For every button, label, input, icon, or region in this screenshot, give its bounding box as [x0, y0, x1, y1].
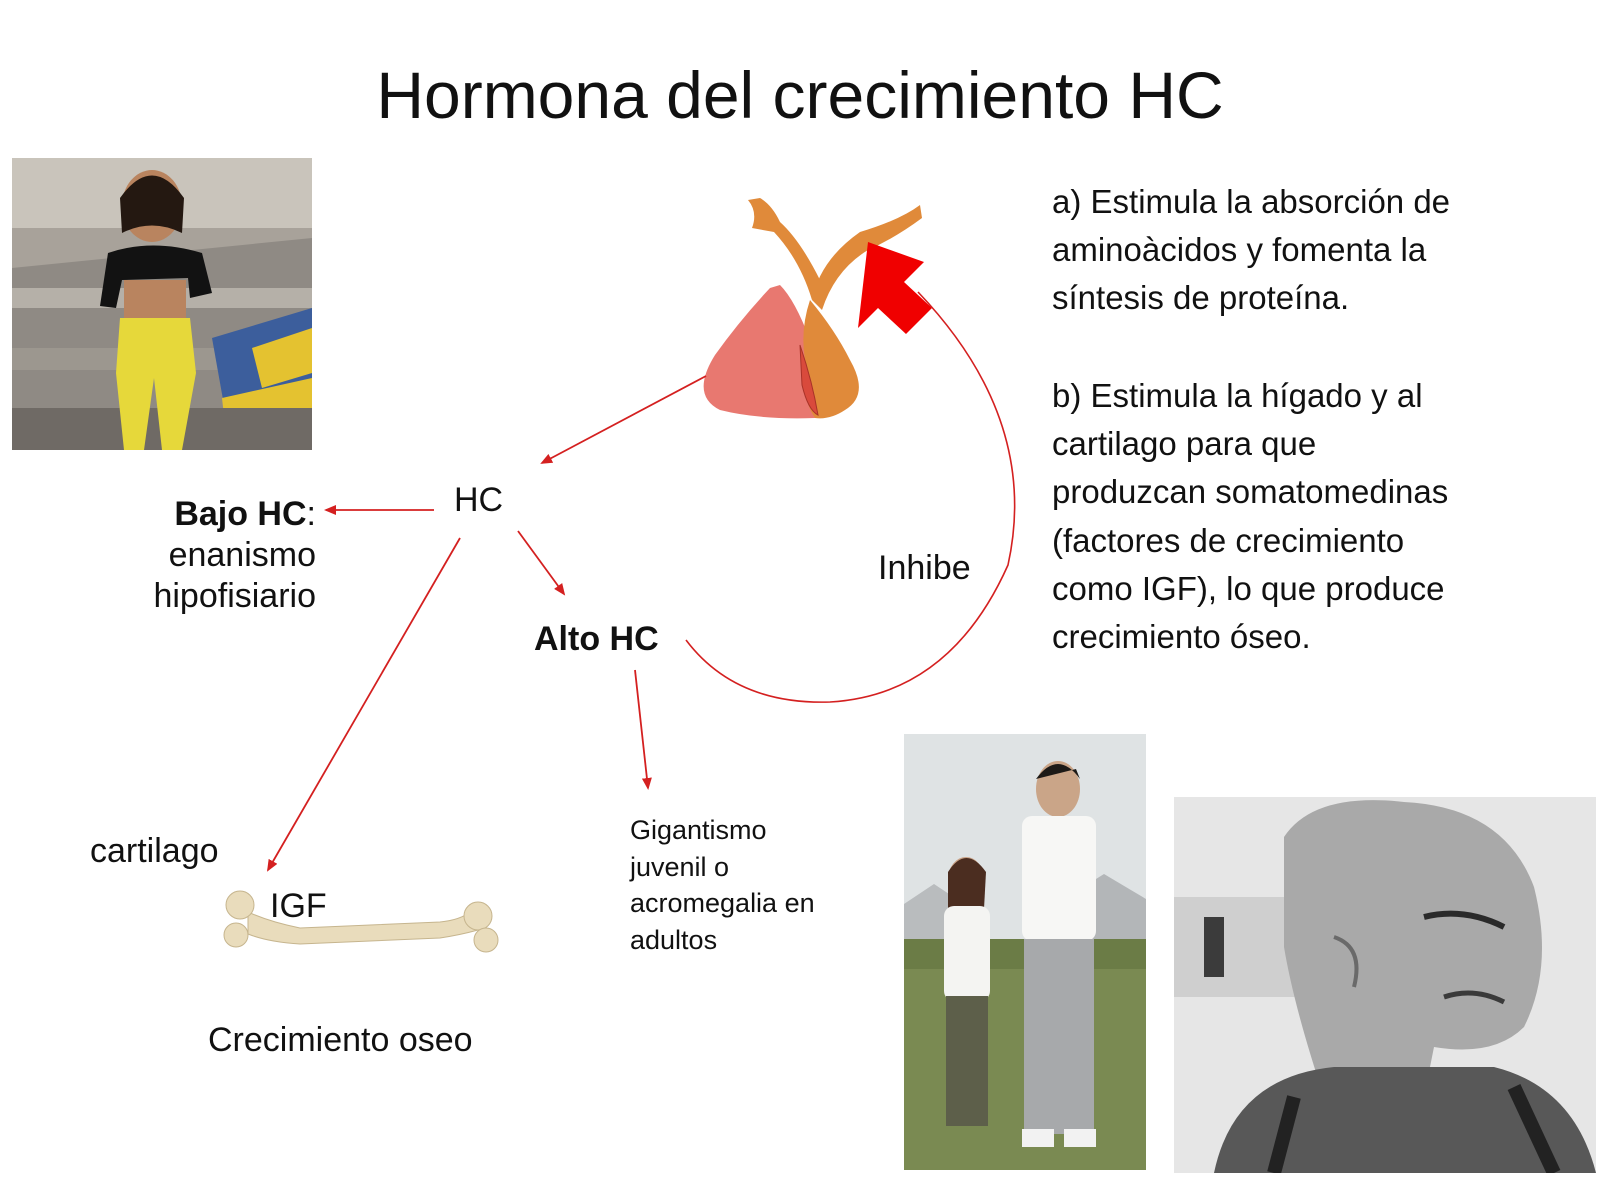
hc-label: HC — [454, 481, 504, 519]
crecimiento-oseo-label: Crecimiento oseo — [208, 1021, 473, 1059]
description-b-line-2: cartilago para que — [1052, 425, 1317, 463]
igf-label: IGF — [270, 887, 327, 925]
gigantismo-line-2: juvenil o — [630, 851, 730, 882]
bajo-hc-colon: : — [306, 495, 316, 533]
gigantismo-line-4: adultos — [630, 925, 718, 956]
description-b-line-1: b) Estimula la hígado y al — [1052, 377, 1423, 414]
gland-stalk-left — [748, 198, 820, 300]
description-b — [1052, 372, 1592, 661]
description-b-line-5: como IGF), lo que produce — [1052, 569, 1445, 607]
bajo-hc-enanismo: enanismo — [168, 535, 316, 574]
description-a — [1052, 178, 1592, 323]
bajo-hc-bold: Bajo HC — [174, 495, 307, 533]
arrow-alto-to-gigantismo — [635, 670, 648, 788]
arrow-gland-to-hc — [542, 376, 706, 463]
gigantismo-line-3: acromegalia en — [630, 888, 815, 919]
page-title: Hormona del crecimiento HC — [376, 58, 1224, 132]
bajo-hc-block — [110, 494, 316, 616]
alto-hc-label: Alto HC — [534, 620, 659, 658]
cartilago-label: cartilago — [90, 832, 219, 870]
femur-bone-icon — [224, 891, 498, 952]
description-a-line-3: síntesis de proteína. — [1052, 279, 1350, 317]
inhibe-label: Inhibe — [878, 549, 971, 587]
description-b-line-6: crecimiento óseo. — [1052, 617, 1311, 655]
bajo-hc-hipofisiario: hipofisiario — [153, 576, 316, 615]
arrow-hc-to-alto — [518, 531, 564, 594]
description-a-line-1: a) Estimula la absorción de — [1052, 183, 1451, 220]
description-a-line-2: aminoàcidos y fomenta la — [1052, 231, 1427, 269]
description-b-line-4: (factores de crecimiento — [1052, 521, 1405, 559]
gigantismo-block — [630, 812, 815, 959]
gigantismo-line-1: Gigantismo — [630, 815, 767, 845]
description-b-line-3: produzcan somatomedinas — [1052, 473, 1449, 511]
big-feedback-arrow — [858, 242, 932, 334]
